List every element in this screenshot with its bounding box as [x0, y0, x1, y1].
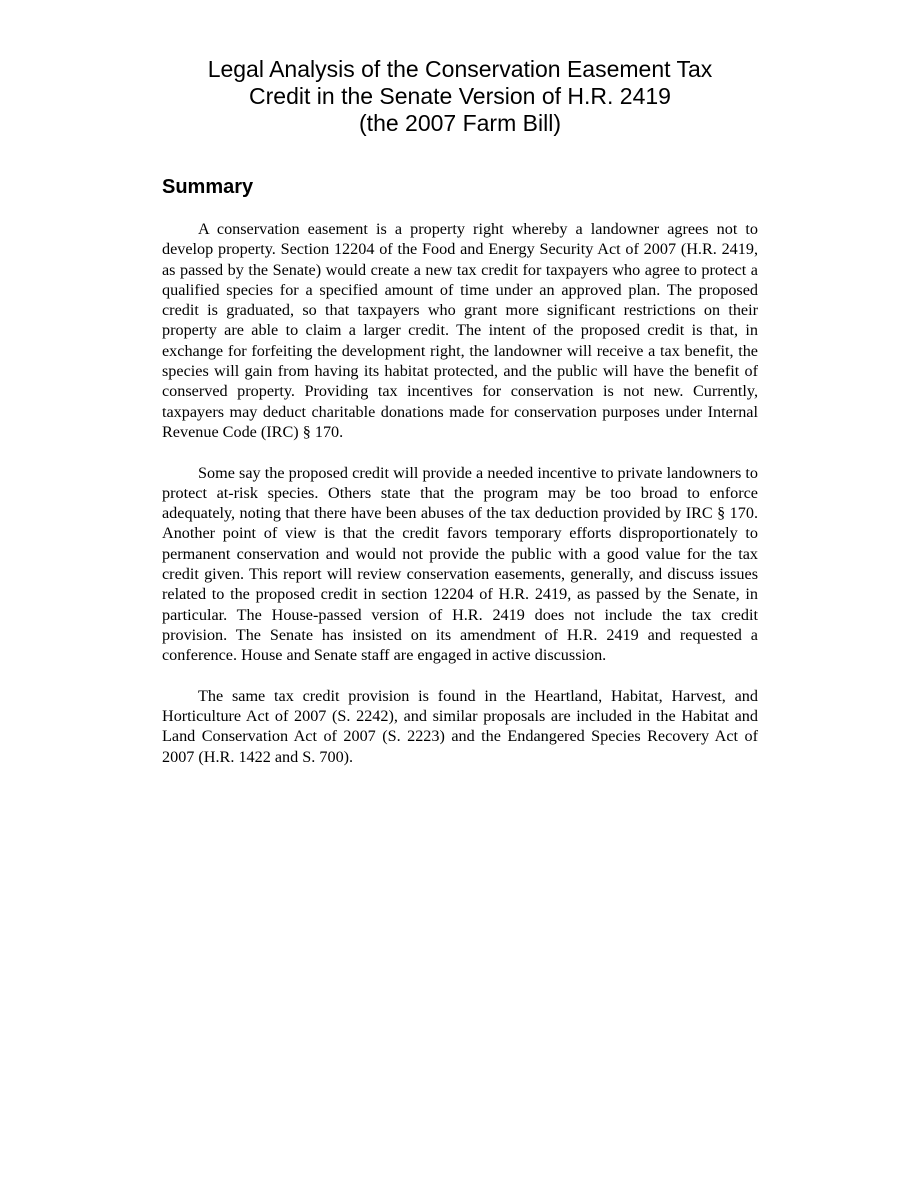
summary-paragraph-2: Some say the proposed credit will provide a needed incentive to private landowners to protect at-risk species. Others state that the program may be too broad to enforce adequately, noting that there have been abuses of the tax deduction provided by IRC § 170. Another point of view is that the credit favors temporary efforts disproportionately to permanent conservation and would not provide the public with a good value for the tax credit given. This report will review conservation easements, generally, and discuss issues related to the proposed credit in section 12204 of H.R. 2419, as passed by the Senate, in particular. The House-passed version of H.R. 2419 does not include the tax credit provision. The Senate has insisted on its amendment of H.R. 2419 and requested a conference. House and Senate staff are engaged in active discussion.	[162, 463, 758, 665]
summary-body	[162, 219, 758, 787]
title-line-1: Legal Analysis of the Conservation Easement Tax	[207, 56, 713, 82]
summary-paragraph-1: A conservation easement is a property right whereby a landowner agrees not to develop property. Section 12204 of the Food and Energy Security Act of 2007 (H.R. 2419, as passed by the Senate) would create a new tax credit for taxpayers who agree to protect a qualified species for a specified amount of time under an approved plan. The proposed credit is graduated, so that taxpayers who grant more significant restrictions on their property are able to claim a larger credit. The intent of the proposed credit is that, in exchange for forfeiting the development right, the landowner will receive a tax benefit, the species will gain from having its habitat protected, and the public will have the benefit of conserved property. Providing tax incentives for conservation is not new. Currently, taxpayers may deduct charitable donations made for conservation purposes under Internal Revenue Code (IRC) § 170.	[162, 220, 758, 441]
title-line-2: Credit in the Senate Version of H.R. 2419	[249, 83, 671, 109]
summary-heading: Summary	[162, 176, 254, 198]
title-line-3: (the 2007 Farm Bill)	[359, 110, 561, 136]
report-title	[100, 56, 820, 137]
summary-paragraph-3: The same tax credit provision is found in the Heartland, Habitat, Harvest, and Horticulture Act of 2007 (S. 2242), and similar proposals are included in the Habitat and Land Conservation Act of 2007 (S. 2223) and the Endangered Species Recovery Act of 2007 (H.R. 1422 and S. 700).	[162, 686, 758, 766]
